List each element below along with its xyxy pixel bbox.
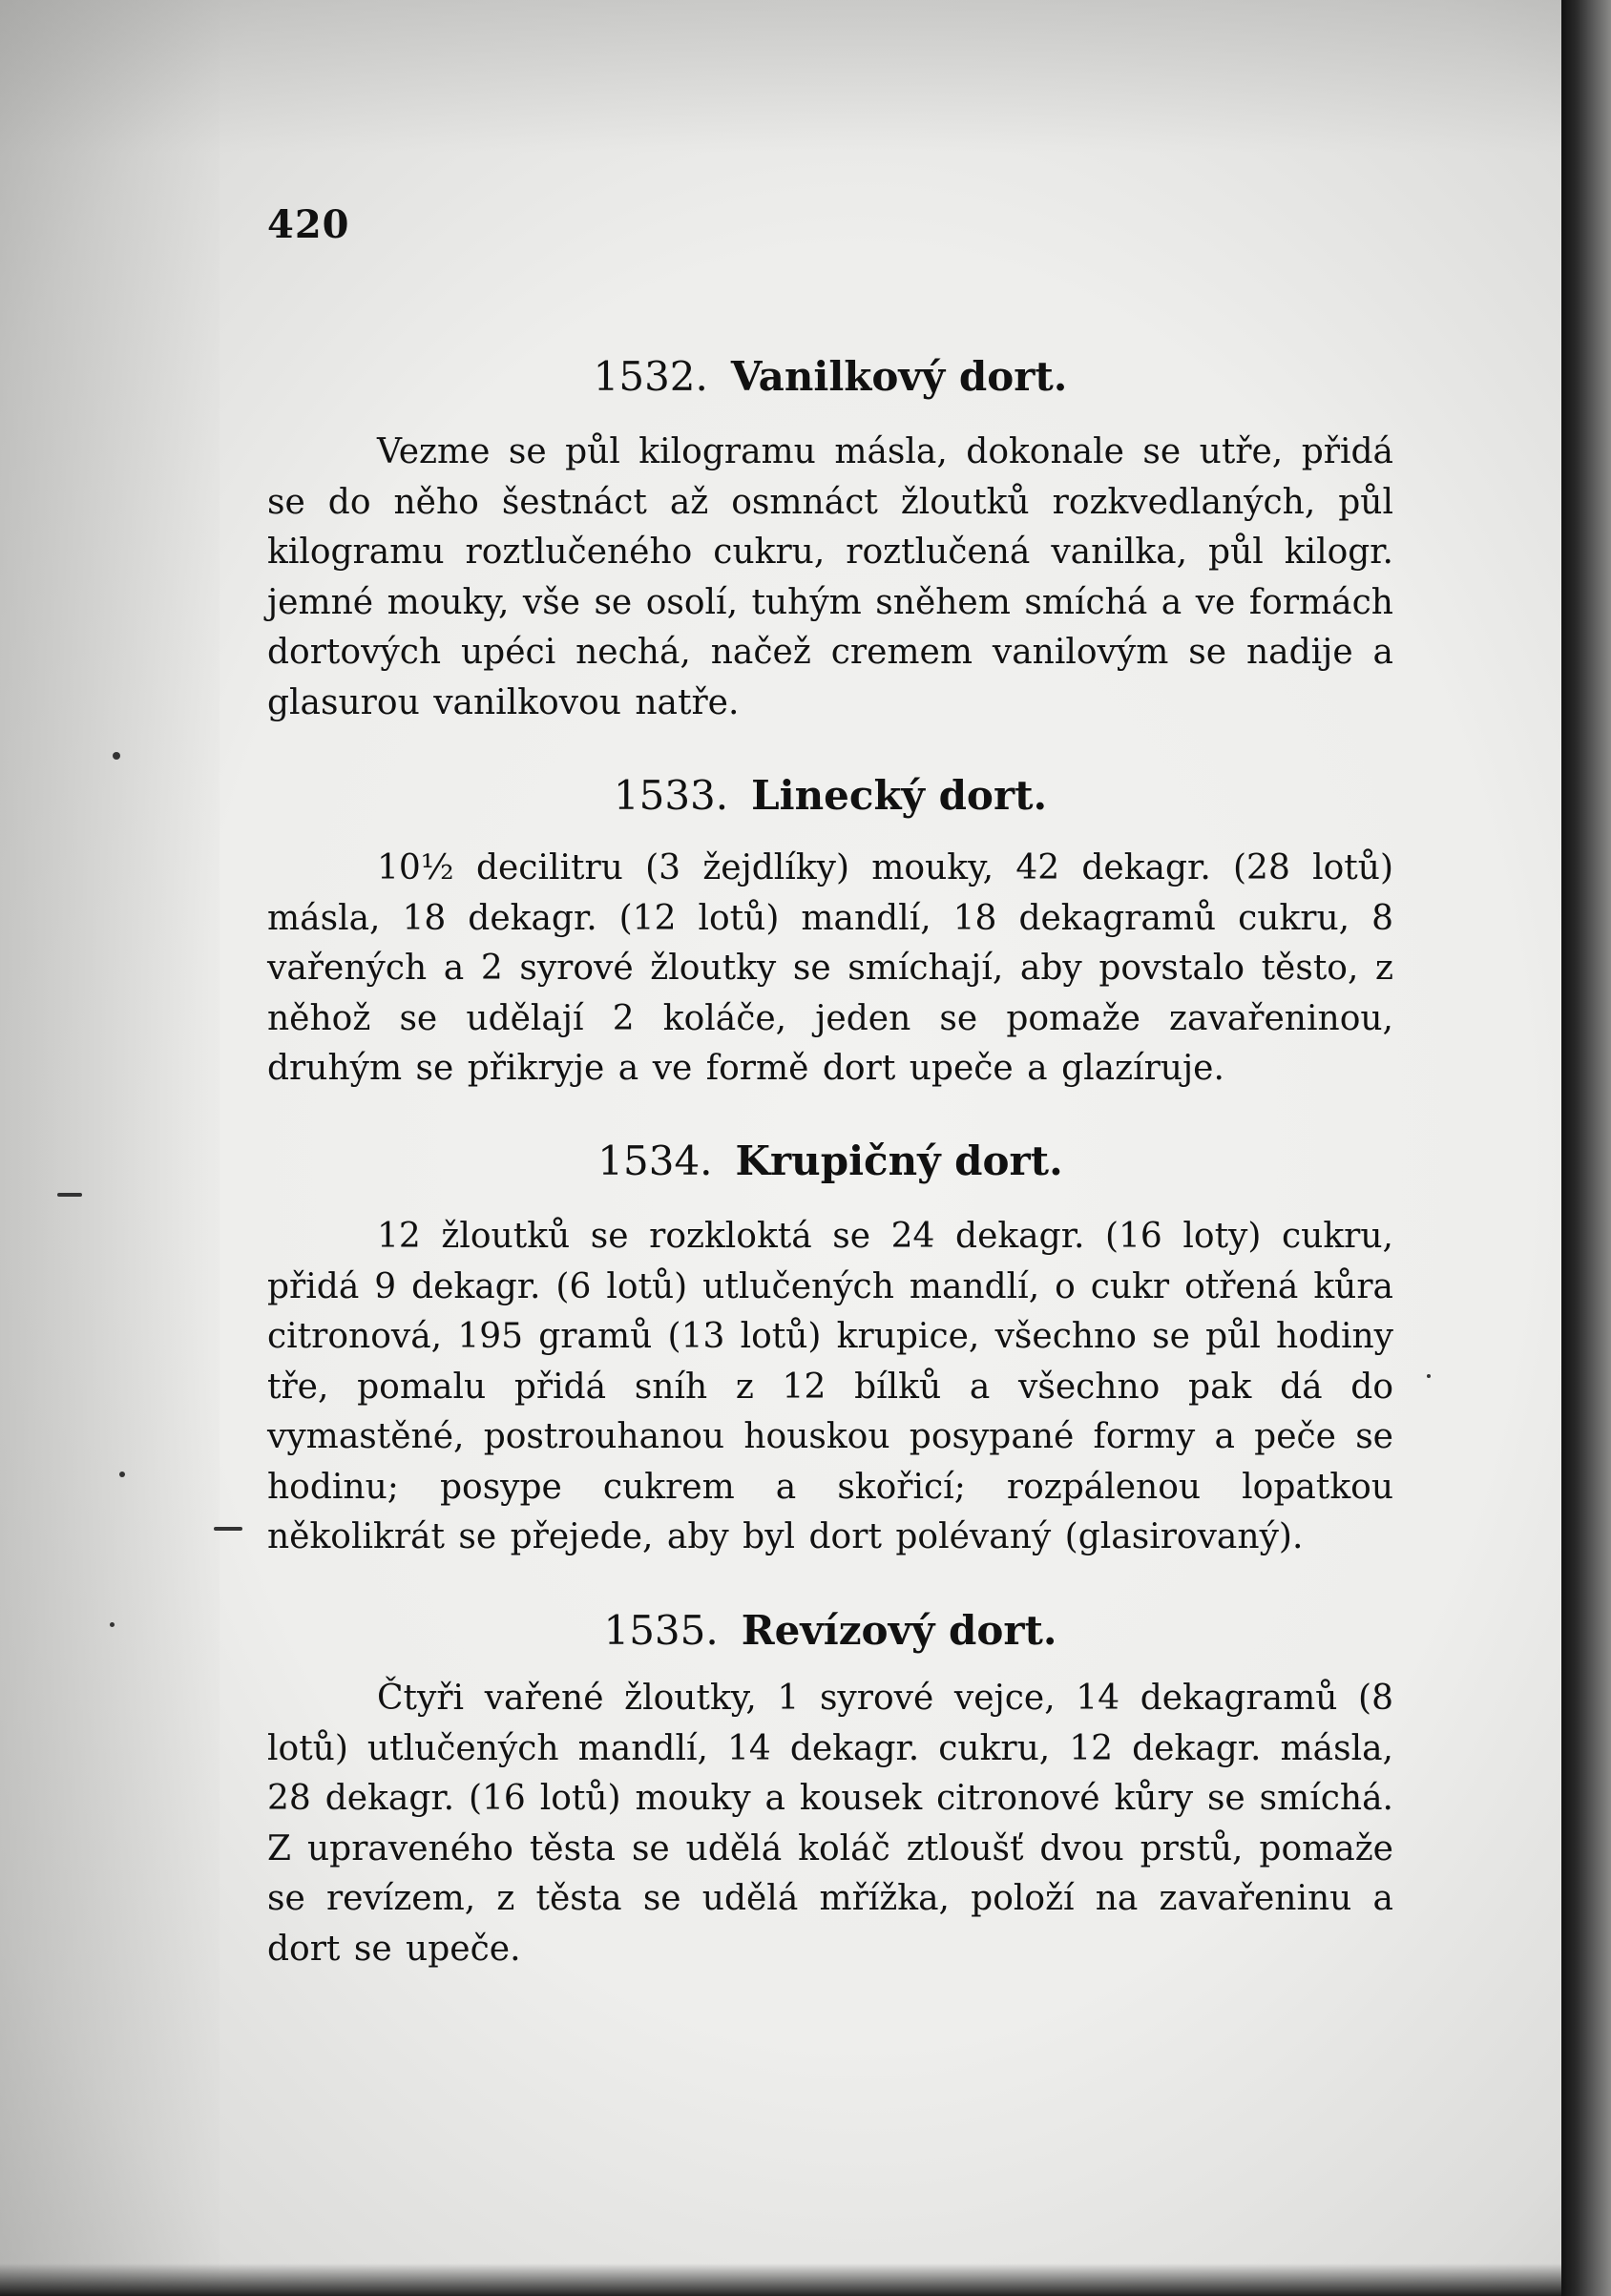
page-edge-shadow	[1561, 0, 1611, 2296]
recipe-title: Vanilkový dort.	[730, 353, 1068, 400]
recipe-title: Revízový dort.	[741, 1607, 1057, 1654]
recipe-text-1534: 12 žloutků se rozkloktá se 24 dekagr. (16 loty) cukru, přidá 9 dekagr. (6 lotů) utlučených mandlí, o cukr otřená kůra citronová, 195 gramů (13 lotů) krupice, všechno se půl hodiny tře, pomalu přidá sníh z 12 bílků a všechno pak dá do vymastěné, postrouhanou houskou posypané formy a peče se hodinu; posype cukrem a skořicí; rozpálenou lopatkou několikrát se přejede, aby byl dort polévaný (glasirovaný).	[267, 1217, 1393, 1556]
recipe-heading-1532	[267, 353, 1393, 401]
page-number: 420	[267, 202, 350, 247]
recipe-number: 1532.	[593, 353, 708, 400]
recipe-number: 1533.	[613, 772, 729, 819]
speck-mark	[113, 752, 120, 760]
recipe-heading-1533	[267, 772, 1393, 820]
recipe-title: Linecký dort.	[751, 772, 1048, 819]
speck-mark	[110, 1622, 115, 1627]
recipe-heading-1534	[267, 1138, 1393, 1185]
scan-bottom-edge	[0, 2264, 1561, 2296]
speck-mark	[214, 1527, 242, 1531]
recipe-title: Krupičný dort.	[735, 1138, 1063, 1184]
speck-mark	[57, 1193, 82, 1197]
recipe-heading-1535	[267, 1607, 1393, 1655]
recipe-text-1533: 10½ decilitru (3 žejdlíky) mouky, 42 dekagr. (28 lotů) másla, 18 dekagr. (12 lotů) mandlí, 18 dekagramů cukru, 8 vařených a 2 syrové žloutky se smíchají, aby povstalo těsto, z něhož se udělají 2 koláče, jeden se pomaže zavařeninou, druhým se přikryje a ve formě dort upeče a glazíruje.	[267, 848, 1393, 1088]
recipe-number: 1534.	[597, 1138, 713, 1184]
speck-mark	[119, 1472, 125, 1477]
recipe-text-1535: Čtyři vařené žloutky, 1 syrové vejce, 14 dekagramů (8 lotů) utlučených mandlí, 14 dekagr. cukru, 12 dekagr. másla, 28 dekagr. (16 lotů) mouky a kousek citronové kůry se smíchá. Z upraveného těsta se udělá koláč ztloušť dvou prstů, pomaže se revízem, z těsta se udělá mřížka, položí na zavařeninu a dort se upeče.	[267, 1679, 1393, 1969]
recipe-text-1532: Vezme se půl kilogramu másla, dokonale se utře, přidá se do něho šestnáct až osmnáct žloutků rozkvedlaných, půl kilogramu roztlučeného cukru, roztlučená vanilka, půl kilogr. jemné mouky, vše se osolí, tuhým sněhem smíchá a ve formách dortových upéci nechá, načež cremem vanilovým se nadije a glasurou vanilkovou natře.	[267, 432, 1393, 722]
speck-mark	[1427, 1374, 1431, 1378]
recipe-number: 1535.	[603, 1607, 719, 1654]
